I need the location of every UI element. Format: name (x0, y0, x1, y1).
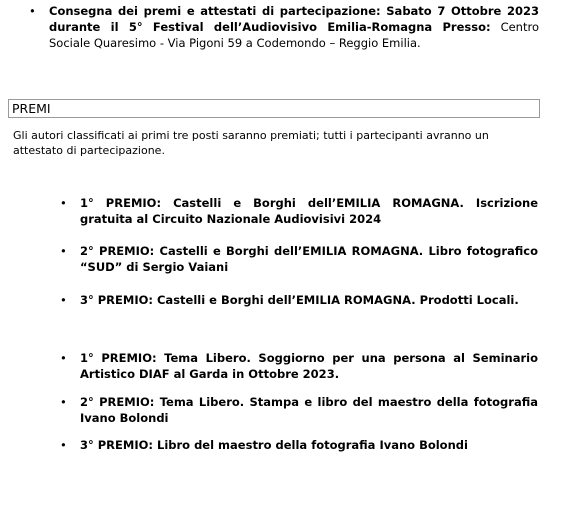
bullet-icon: • (29, 4, 36, 18)
prize-item-libero-3 (60, 437, 538, 453)
prize-text: 1° PREMIO: Castelli e Borghi dell’EMILIA ROMAGNA. Iscrizione gratuita al Circuito Nazionale Audiovisivi 2024 (80, 196, 538, 226)
prize-item-castelli-3 (60, 292, 538, 308)
bullet-icon: • (60, 395, 67, 409)
section-heading: PREMI (8, 99, 540, 118)
prize-item-castelli-1 (60, 195, 538, 227)
bullet-icon: • (60, 196, 67, 210)
prize-item-castelli-2 (60, 243, 538, 275)
award-ceremony-label: Consegna dei premi e attestati di partecipazione: Sabato 7 Ottobre 2023 durante il 5° Festival dell’Audiovisivo Emilia-Romagna Presso: (49, 4, 539, 34)
prize-item-libero-2 (60, 394, 538, 426)
bullet-icon: • (60, 351, 67, 365)
prize-text: 3° PREMIO: Libro del maestro della fotografia Ivano Bolondi (80, 438, 468, 452)
prize-text: 2° PREMIO: Tema Libero. Stampa e libro del maestro della fotografia Ivano Bolondi (80, 395, 538, 425)
section-intro: Gli autori classificati ai primi tre posti saranno premiati; tutti i partecipanti avranno un attestato di partecipazione. (13, 129, 489, 157)
award-ceremony-location: Centro Sociale Quaresimo - Via Pigoni 59 a Codemondo – Reggio Emilia. (49, 20, 539, 50)
bullet-icon: • (60, 244, 67, 258)
award-ceremony-text (49, 3, 539, 51)
prize-item-libero-1 (60, 350, 538, 382)
prize-text: 2° PREMIO: Castelli e Borghi dell’EMILIA ROMAGNA. Libro fotografico “SUD” di Sergio Vaiani (80, 244, 538, 274)
prize-text: 3° PREMIO: Castelli e Borghi dell’EMILIA ROMAGNA. Prodotti Locali. (80, 293, 519, 307)
bullet-icon: • (60, 293, 67, 307)
bullet-icon: • (60, 438, 67, 452)
prize-text: 1° PREMIO: Tema Libero. Soggiorno per una persona al Seminario Artistico DIAF al Garda in Ottobre 2023. (80, 351, 538, 381)
award-ceremony-item (29, 3, 539, 51)
